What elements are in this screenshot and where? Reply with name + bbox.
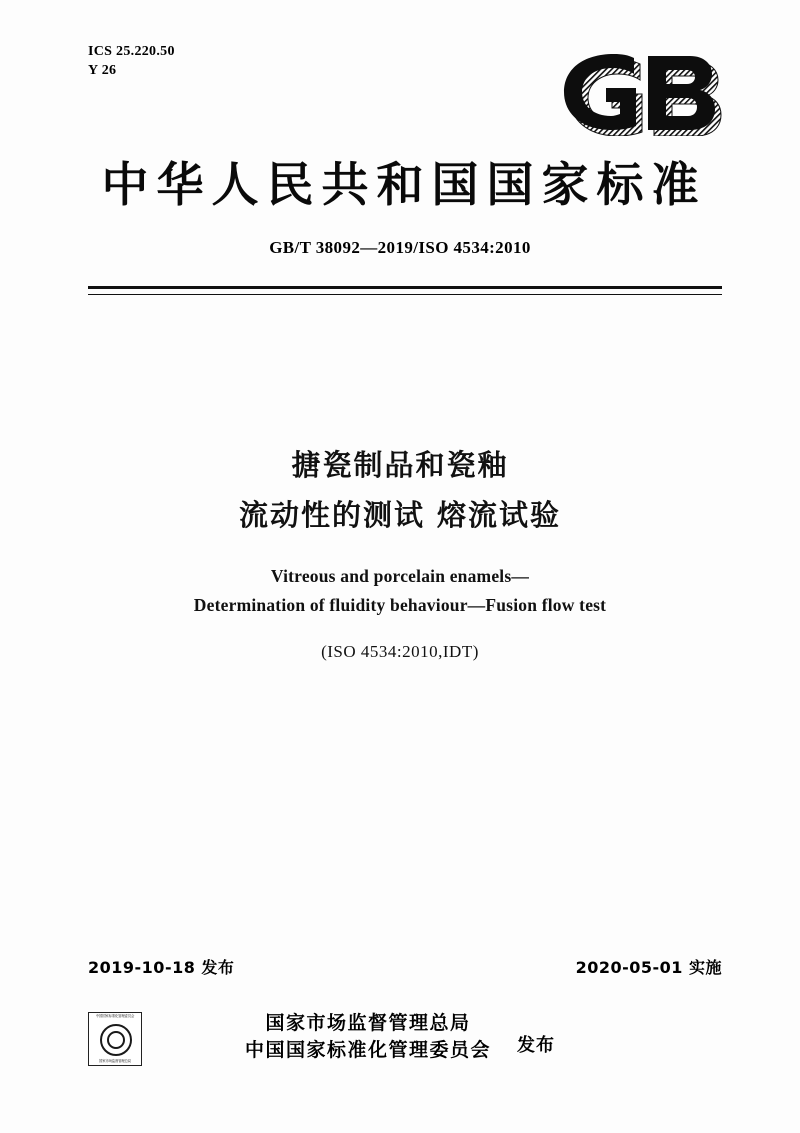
title-en-line-2: Determination of fluidity behaviour—Fusion flow test bbox=[193, 595, 607, 615]
implementation-date: 2020-05-01 实施 bbox=[575, 958, 722, 977]
publisher-line-1: 国家市场监督管理总局 bbox=[265, 1012, 471, 1034]
divider-thick bbox=[88, 286, 722, 289]
publisher-names bbox=[245, 1010, 491, 1064]
standard-number: GB/T 38092—2019/ISO 4534:2010 bbox=[269, 238, 531, 257]
publisher-block bbox=[0, 1010, 800, 1064]
title-cn-line-2: 流动性的测试 熔流试验 bbox=[238, 498, 562, 532]
issue-date: 2019-10-18 发布 bbox=[88, 958, 235, 977]
seal-top-text: 中国国家标准化管理委员会 bbox=[95, 1014, 135, 1018]
publisher-issue-label: 发布 bbox=[517, 1035, 555, 1056]
divider-thin bbox=[88, 294, 722, 295]
classification-code: Y 26 bbox=[88, 63, 117, 78]
document-title-en bbox=[0, 562, 800, 620]
national-standard-title: 中华人民共和国国家标准 bbox=[101, 158, 707, 213]
document-title-cn bbox=[0, 440, 800, 540]
publisher-line-2: 中国国家标准化管理委员会 bbox=[244, 1039, 491, 1061]
idt-note: (ISO 4534:2010,IDT) bbox=[321, 642, 479, 661]
document-meta bbox=[88, 42, 175, 80]
gb-logo-icon bbox=[552, 48, 722, 136]
date-row bbox=[88, 955, 722, 979]
seal-bottom-text: 国家市场监督管理总局 bbox=[99, 1059, 131, 1064]
title-cn-line-1: 搪瓷制品和瓷釉 bbox=[291, 448, 509, 482]
title-en-line-1: Vitreous and porcelain enamels— bbox=[270, 566, 530, 586]
ics-code: ICS 25.220.50 bbox=[88, 44, 175, 59]
